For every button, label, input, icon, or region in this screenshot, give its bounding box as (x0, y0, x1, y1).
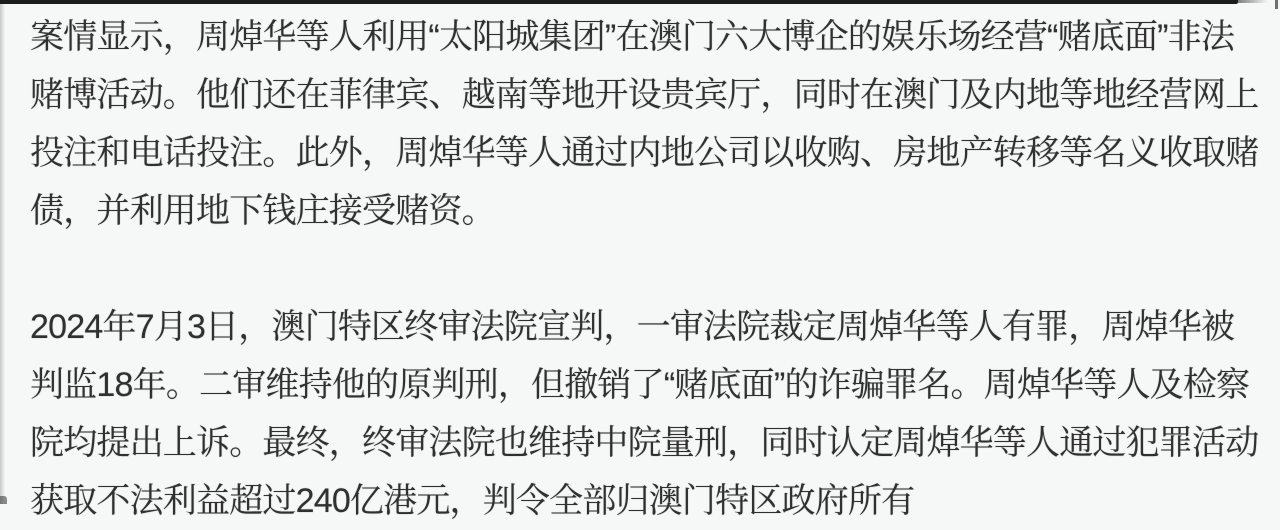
top-border-line-fade (1238, 0, 1268, 3)
paragraph (30, 298, 1280, 530)
text-line: 投注和电话投注。此外，周焯华等人通过内地公司以收购、房地产转移等名义收取赌 (30, 134, 1259, 172)
text-line: 判监18年。二审维持他的原判刑，但撤销了“赌底面”的诈骗罪名。周焯华等人及检察 (30, 366, 1250, 404)
text-line: 赌博活动。他们还在菲律宾、越南等地开设贵宾厅，同时在澳门及内地等地经营网上 (30, 76, 1259, 114)
paragraph (30, 8, 1280, 240)
text-line: 院均提出上诉。最终，终审法院也维持中院量刑，同时认定周焯华等人通过犯罪活动 (30, 424, 1259, 462)
text-line: 2024年7月3日，澳门特区终审法院宣判，一审法院裁定周焯华等人有罪，周焯华被 (30, 308, 1235, 346)
article-body (30, 8, 1280, 530)
left-edge-shadow (0, 4, 5, 504)
text-line: 获取不法利益超过240亿港元，判令全部归澳门特区政府所有 (30, 482, 915, 520)
bottom-left-edge-mark (0, 496, 7, 504)
text-line: 债，并利用地下钱庄接受赌资。 (30, 192, 495, 230)
top-border-line (0, 0, 1238, 4)
text-line: 案情显示，周焯华等人利用“太阳城集团”在澳门六大博企的娱乐场经营“赌底面”非法 (30, 18, 1235, 56)
